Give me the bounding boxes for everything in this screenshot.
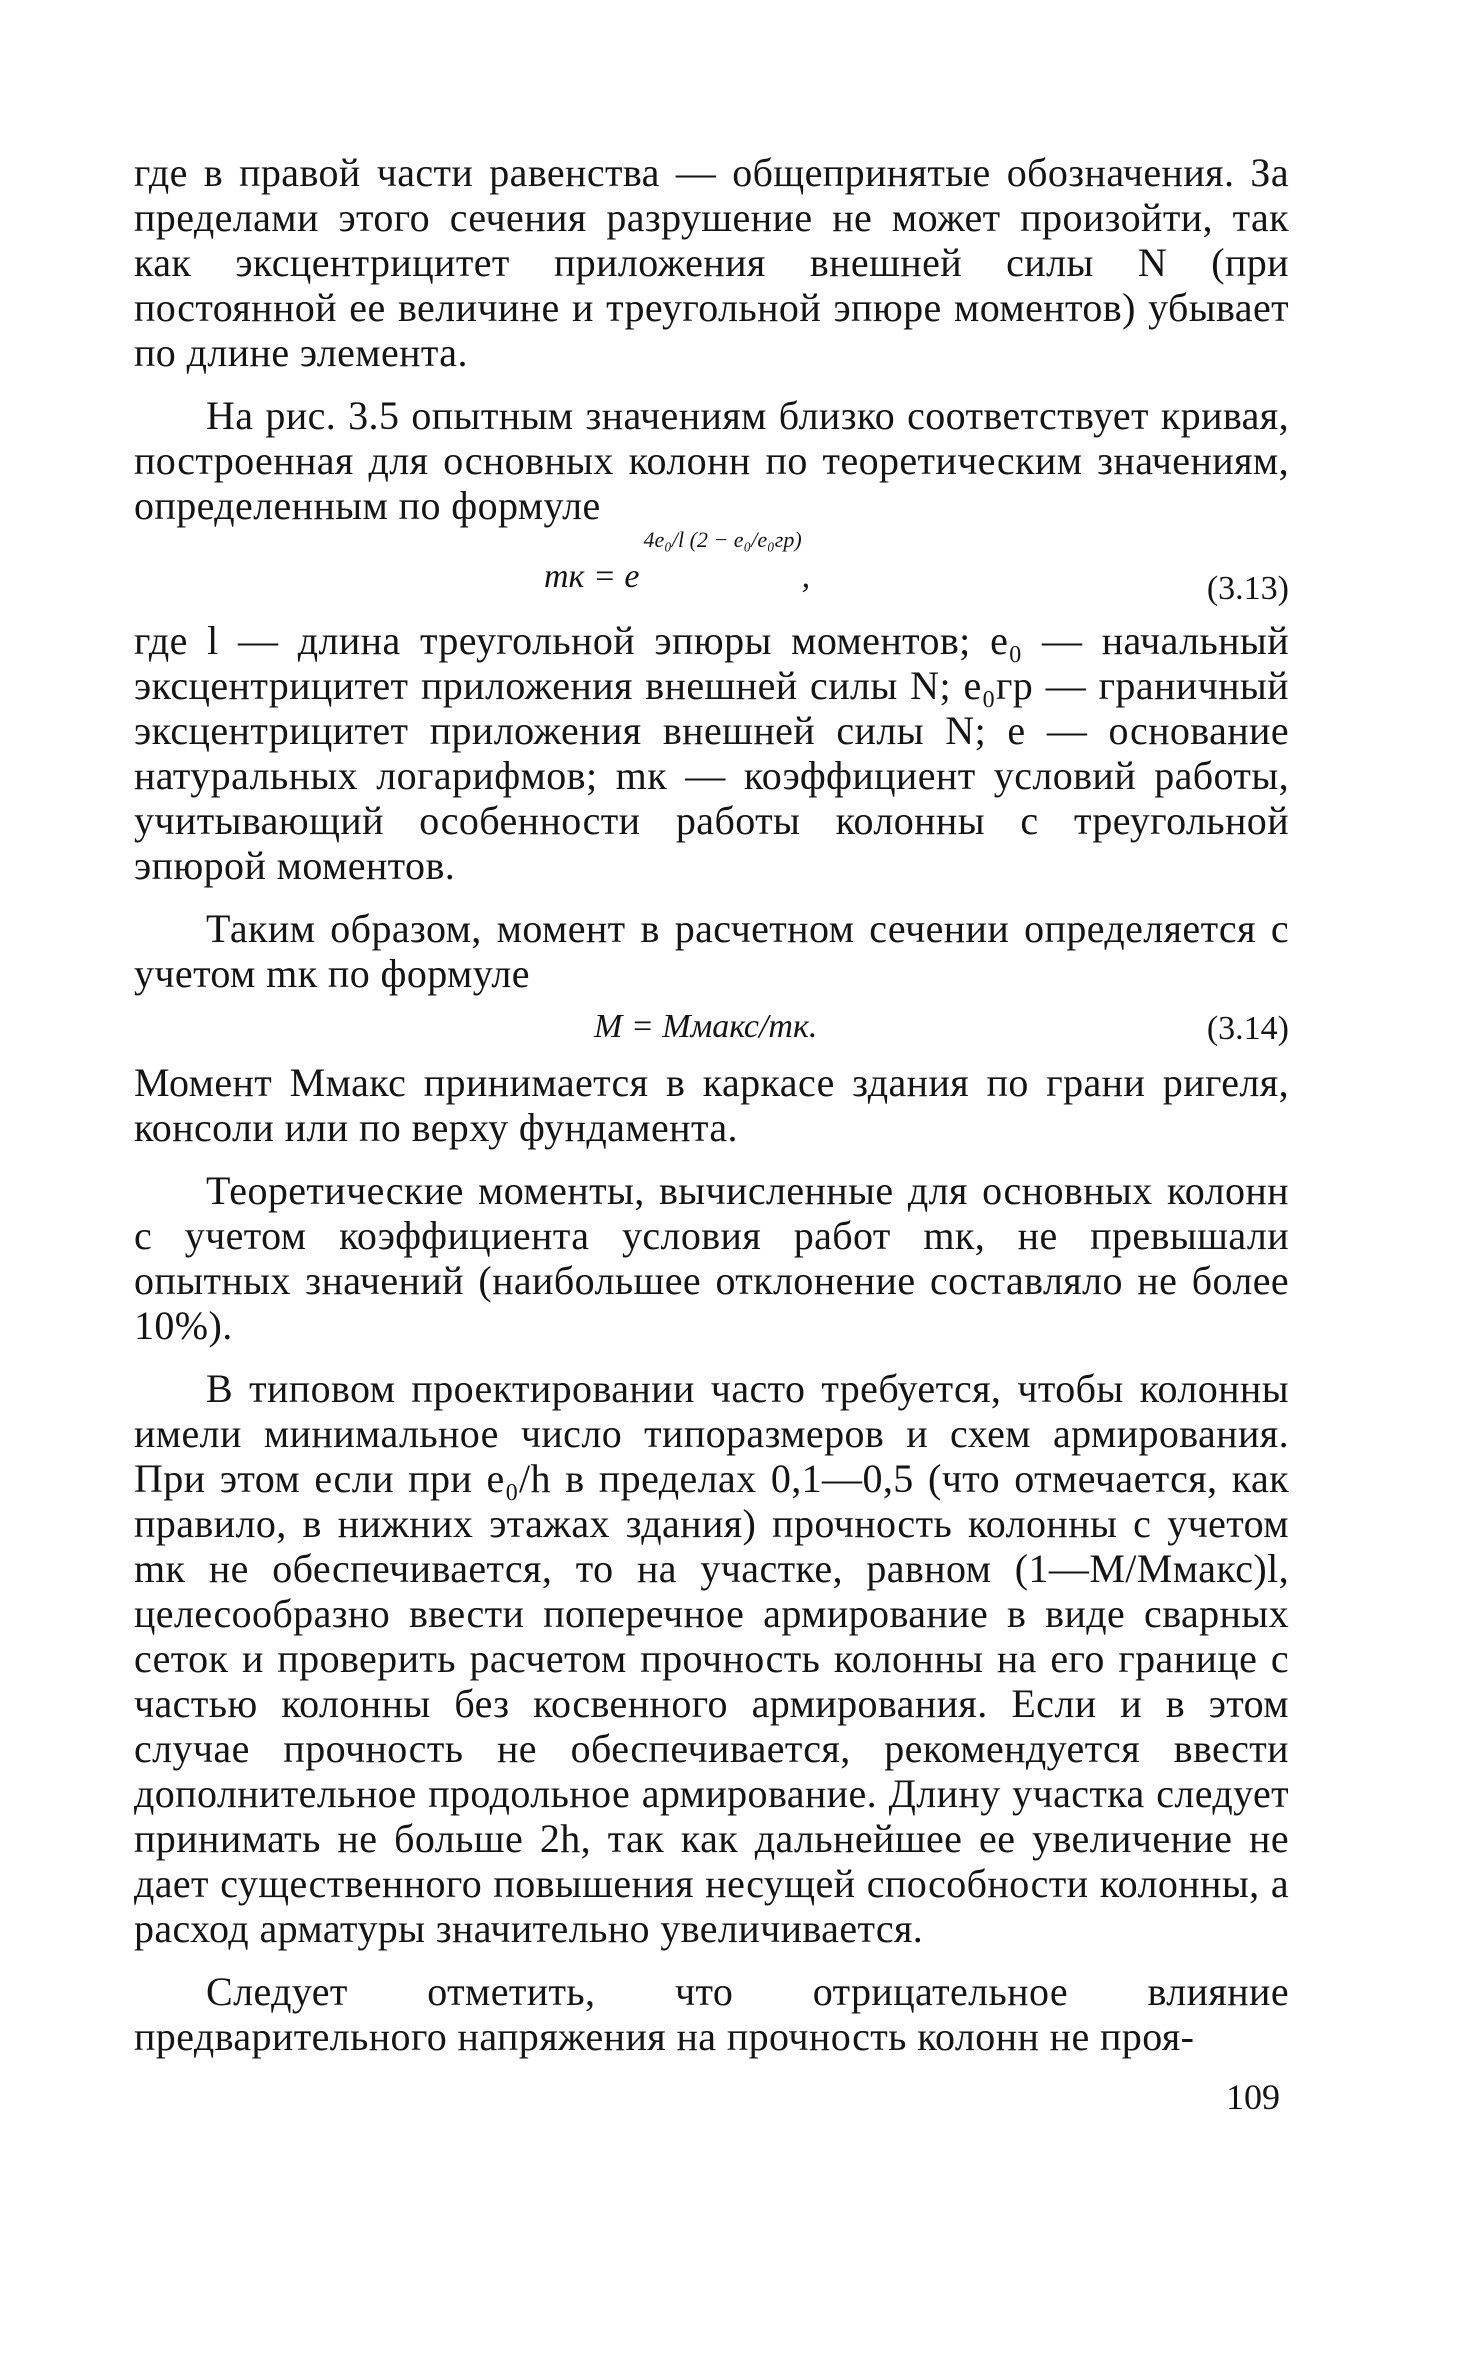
equation-3-14-body: M = Mмакс/mк. bbox=[594, 1008, 818, 1045]
equation-3-13-exponent: 4e₀/l (2 − e₀/e₀гр) bbox=[643, 527, 802, 552]
equation-3-13-body: mк = $e^{4e_0/l (2 - e_0/e_0гр)}$, bbox=[544, 527, 811, 595]
paragraph-4: Таким образом, момент в расчетном сечении определяется с учетом mк по формуле bbox=[134, 906, 1289, 996]
paragraph-2: На рис. 3.5 опытным значениям близко соответствует кривая, построенная для основных колонн по теоретическим значениям, определенным по формуле bbox=[134, 393, 1289, 528]
equation-3-14 bbox=[134, 996, 1289, 1060]
paragraph-1: где в правой части равенства — общепринятые обозначения. За пределами этого сечения разрушение не может произойти, так как эксцентрицитет приложения внешней силы N (при постоянной ее величине и треугольной эпюре моментов) убывает по длине элемента. bbox=[134, 150, 1289, 375]
paragraph-3: где l — длина треугольной эпюры моментов; e₀ — начальный эксцентрицитет приложения внешней силы N; e₀гр — граничный эксцентрицитет приложения внешней силы N; e — основание натуральных логарифмов; mк — коэффициент условий работы, учитывающий особенности работы колонны с треугольной эпюрой моментов. bbox=[134, 618, 1289, 888]
equation-3-13-base: mк = e bbox=[544, 558, 640, 595]
page-body bbox=[134, 150, 1289, 2059]
paragraph-6: Теоретические моменты, вычисленные для основных колонн с учетом коэффициента условия работ mк, не превышали опытных значений (наибольшее отклонение составляло не более 10%). bbox=[134, 1168, 1289, 1348]
equation-3-14-number: (3.14) bbox=[1206, 1010, 1289, 1047]
equation-3-13 bbox=[134, 528, 1289, 618]
paragraph-8: Следует отметить, что отрицательное влияние предварительного напряжения на прочность колонн не проя- bbox=[134, 1969, 1289, 2059]
paragraph-5: Момент Mмакс принимается в каркасе здания по грани ригеля, консоли или по верху фундамента. bbox=[134, 1060, 1289, 1150]
equation-3-13-number: (3.13) bbox=[1206, 570, 1289, 607]
paragraph-7: В типовом проектировании часто требуется, чтобы колонны имели минимальное число типоразмеров и схем армирования. При этом если при e₀/h в пределах 0,1—0,5 (что отмечается, как правило, в нижних этажах здания) прочность колонны с учетом mк не обеспечивается, то на участке, равном (1—M/Mмакс)l, целесообразно ввести поперечное армирование в виде сварных сеток и проверить расчетом прочность колонны на его границе с частью колонны без косвенного армирования. Если и в этом случае прочность не обеспечивается, рекомендуется ввести дополнительное продольное армирование. Длину участка следует принимать не больше 2h, так как дальнейшее ее увеличение не дает существенного повышения несущей способности колонны, а расход арматуры значительно увеличивается. bbox=[134, 1366, 1289, 1951]
page-number: 109 bbox=[1226, 2077, 1280, 2117]
